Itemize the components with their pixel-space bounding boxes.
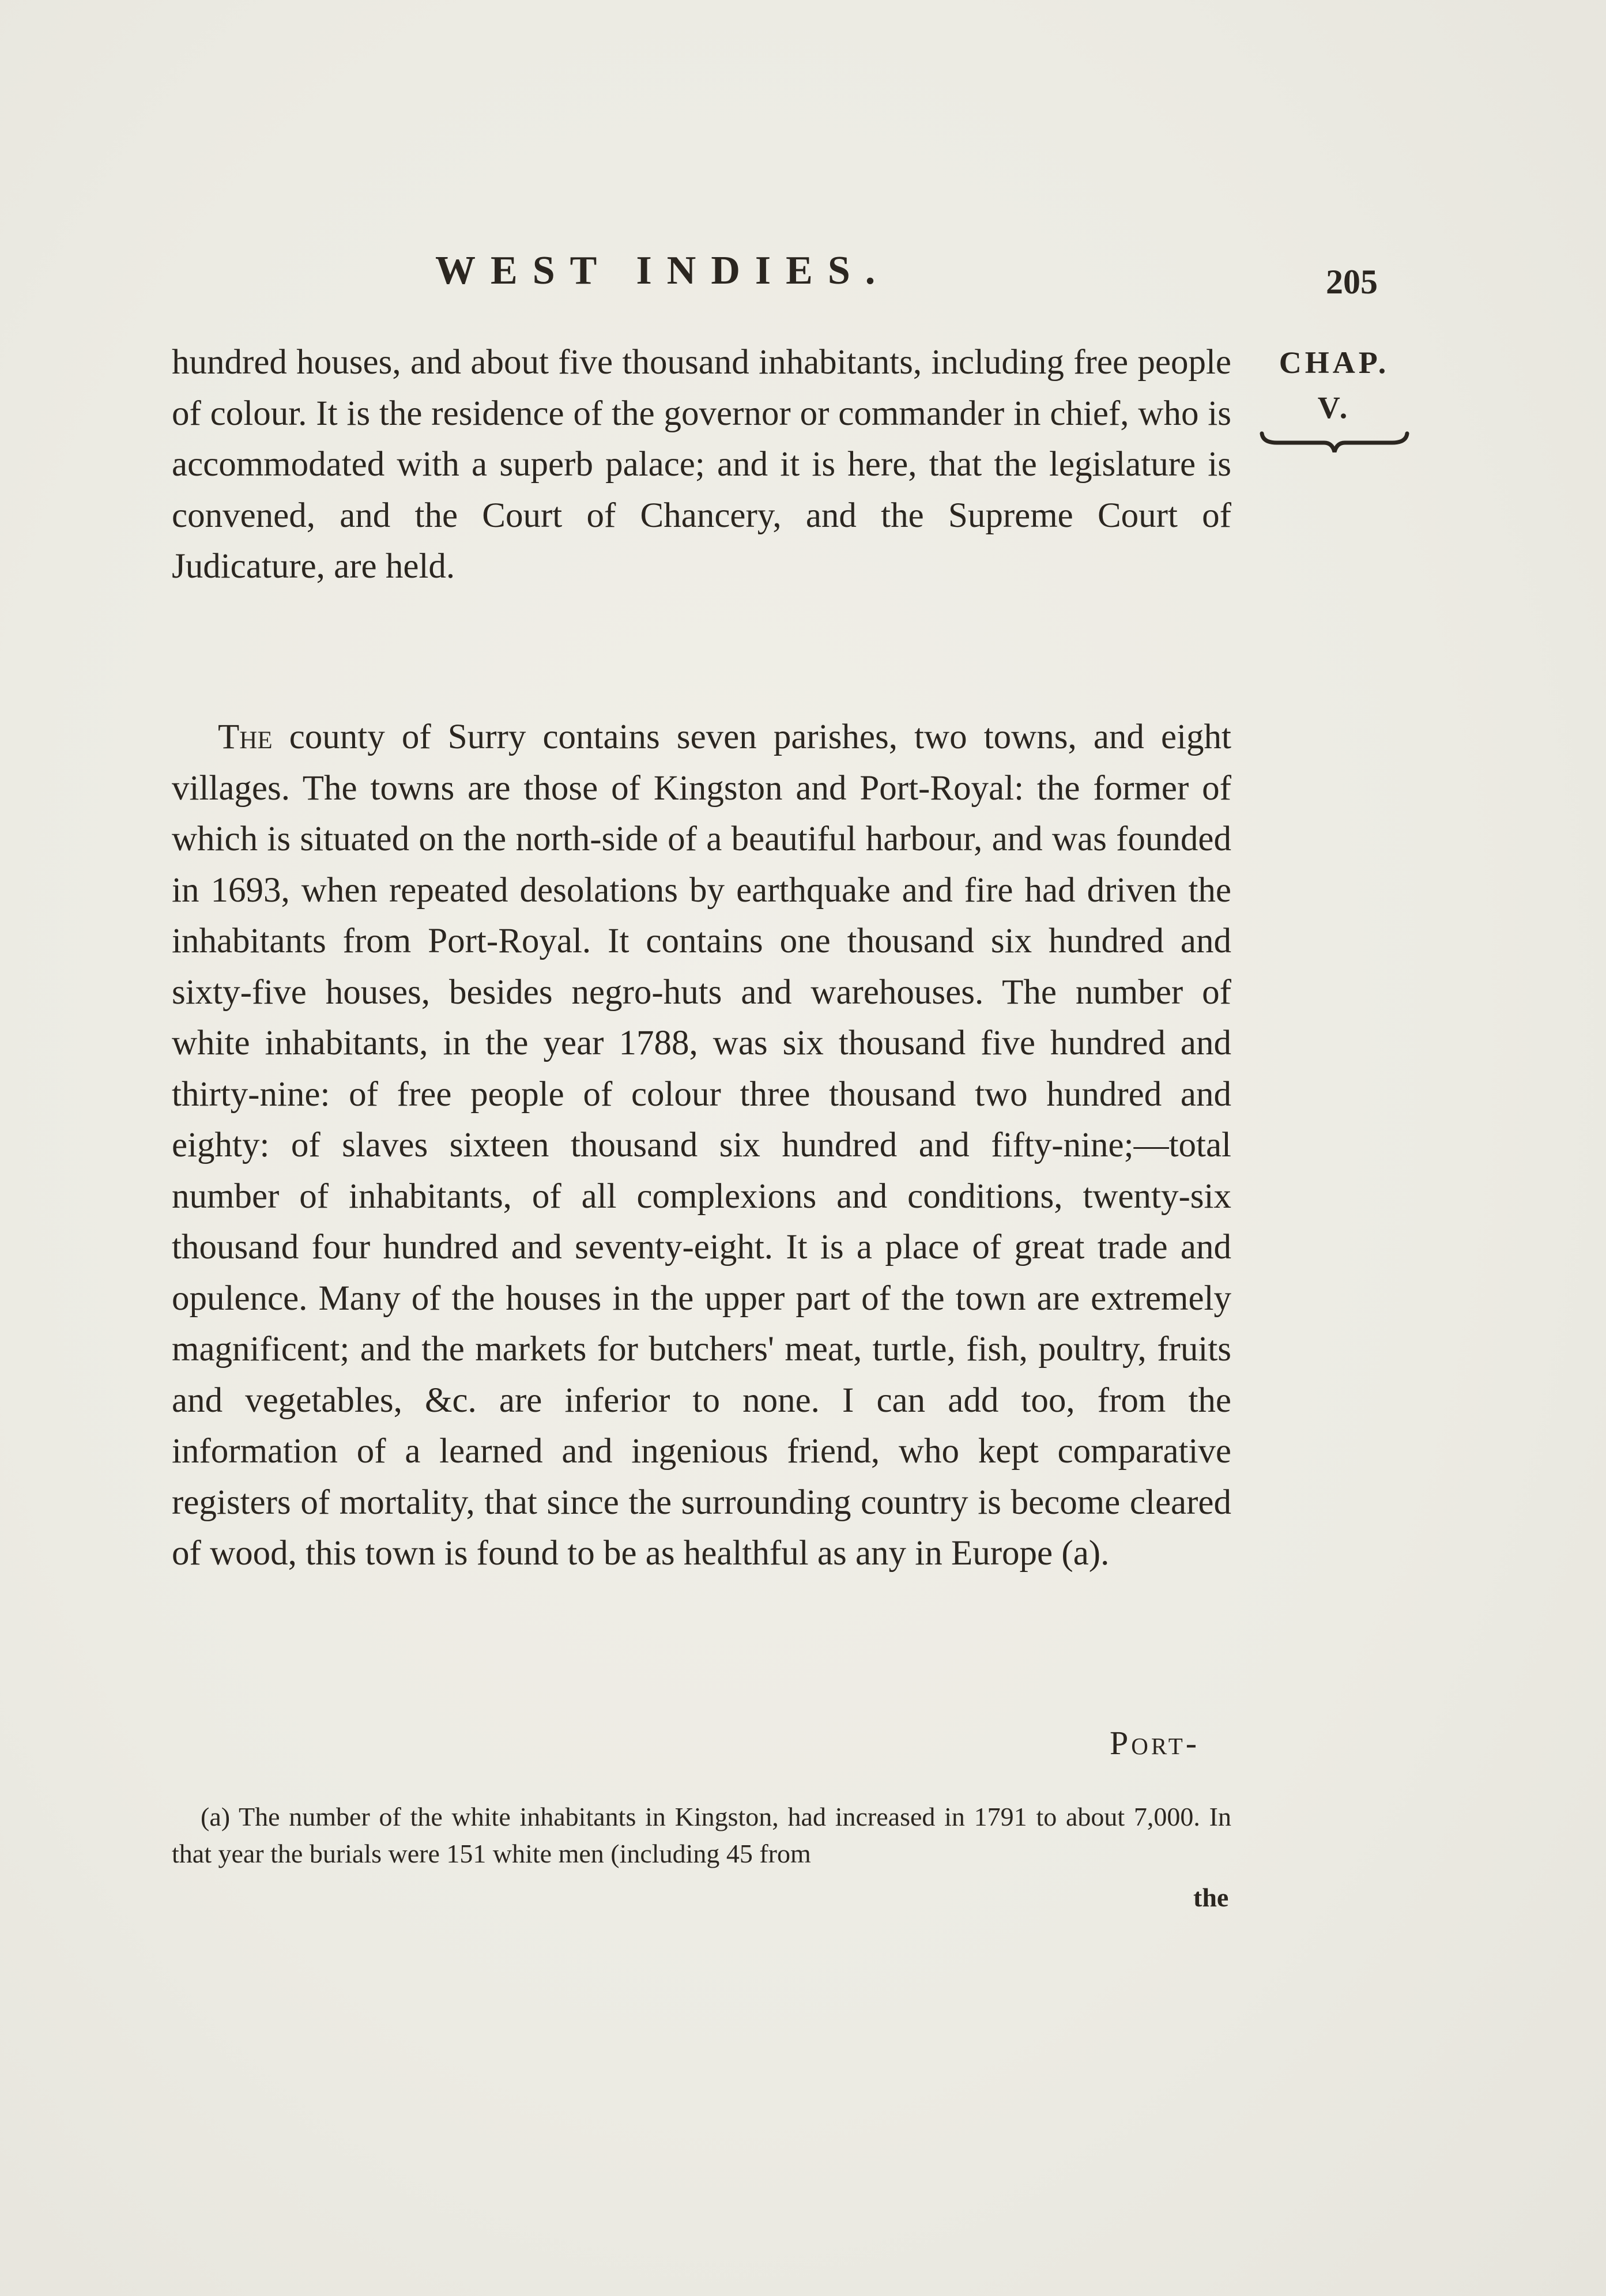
margin-note-number: V. [1317, 390, 1351, 425]
page-number: 205 [1326, 263, 1378, 301]
paragraph-2 [172, 712, 1231, 1579]
brace-icon [1260, 430, 1409, 455]
paragraph-2-text: county of Surry contains seven parishes, two towns, and eight villages. The towns are those of Kingston and Port-Royal: the former of which is situated on the north-side of a beautiful harbour, and was founded in 1693, when repeated desolations by earthquake and fire had driven the inhabitants from Port-Royal. It contains one thousand six hundred and sixty-five houses, besides negro-huts and warehouses. The number of white inhabitants, in the year 1788, was six thousand five hundred and thirty-nine: of free people of colour three thousand two hundred and eighty: of slaves sixteen thousand six hundred and fifty-nine;—total number of inhabitants, of all complexions and conditions, twenty-six thousand four hundred and seventy-eight. It is a place of great trade and opulence. Many of the houses in the upper part of the town are extremely magnificent; and the markets for butchers' meat, turtle, fish, poultry, fruits and vegetables, &c. are inferior to none. I can add too, from the information of a learned and ingenious friend, who kept comparative registers of mortality, that since the surrounding country is become cleared of wood, this town is found to be as healthful as any in Europe (a). [172, 718, 1231, 1573]
paragraph-2-lead: The [218, 718, 273, 756]
running-head: WEST INDIES. [435, 248, 891, 293]
paragraph-1: hundred houses, and about five thousand inhabitants, including free people of colour. It is the residence of the governor or commander in chief, who is accommodated with a superb palace; and it is here, that the legislature is convened, and the Court of Chancery, and the Supreme Court of Judicature, are held. [172, 343, 1231, 586]
footnote-catchword: the [1193, 1883, 1229, 1912]
chapter-margin-note [1252, 340, 1416, 455]
body-text [172, 337, 1231, 1579]
footnote: (a) The number of the white inhabitants in Kingston, had increased in 1791 to about 7,000. In that year the burials were 151 white men (including 45 from [172, 1802, 1231, 1868]
catchword: Port- [1110, 1724, 1200, 1762]
margin-note-chap: CHAP. [1279, 345, 1390, 380]
